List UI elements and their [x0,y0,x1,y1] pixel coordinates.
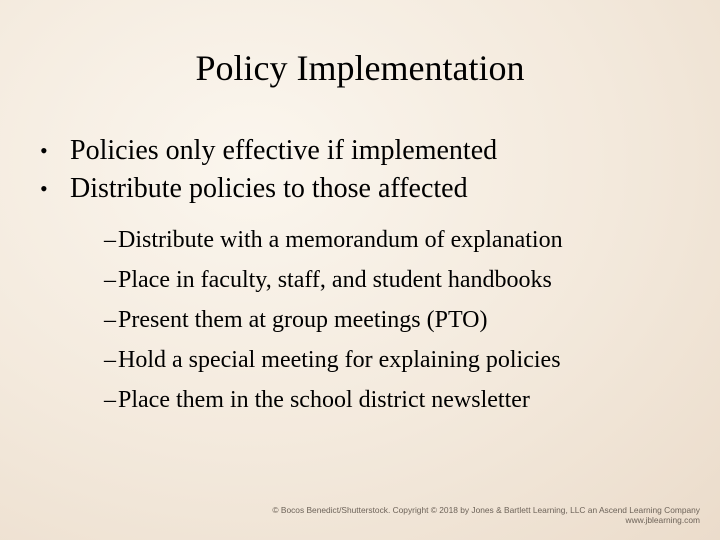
dash-marker: – [104,387,116,413]
credit-url: www.jblearning.com [625,515,700,525]
sub-bullet-item [96,380,696,420]
sub-bullet-item [96,340,696,380]
bullet-text: Policies only effective if implemented [70,135,498,166]
sub-bullet-text: Present them at group meetings (PTO) [118,307,488,333]
bullet-marker: • [40,138,48,163]
sub-bullet-item [96,260,696,300]
bullet-text: Distribute policies to those affected [70,173,468,204]
dash-marker: – [104,227,116,253]
dash-marker: – [104,307,116,333]
bullet-list [36,132,696,208]
sub-bullet-item [96,300,696,340]
bullet-item [36,170,696,208]
credit-line: © Bocos Benedict/Shutterstock. Copyright © 2018 by Jones & Bartlett Learning, LLC an Ascend Learning Company [272,505,700,515]
dash-marker: – [104,267,116,293]
bullet-marker: • [40,176,48,201]
dash-marker: – [104,347,116,373]
slide-title: Policy Implementation [195,48,525,88]
sub-bullet-text: Distribute with a memorandum of explanation [118,227,563,253]
bullet-item [36,132,696,170]
sub-bullet-text: Place them in the school district newsletter [118,387,530,413]
sub-bullet-text: Hold a special meeting for explaining policies [118,347,561,373]
sub-bullet-text: Place in faculty, staff, and student handbooks [118,267,552,293]
sub-bullet-list [96,220,696,420]
sub-bullet-item [96,220,696,260]
copyright-credit [272,505,700,525]
